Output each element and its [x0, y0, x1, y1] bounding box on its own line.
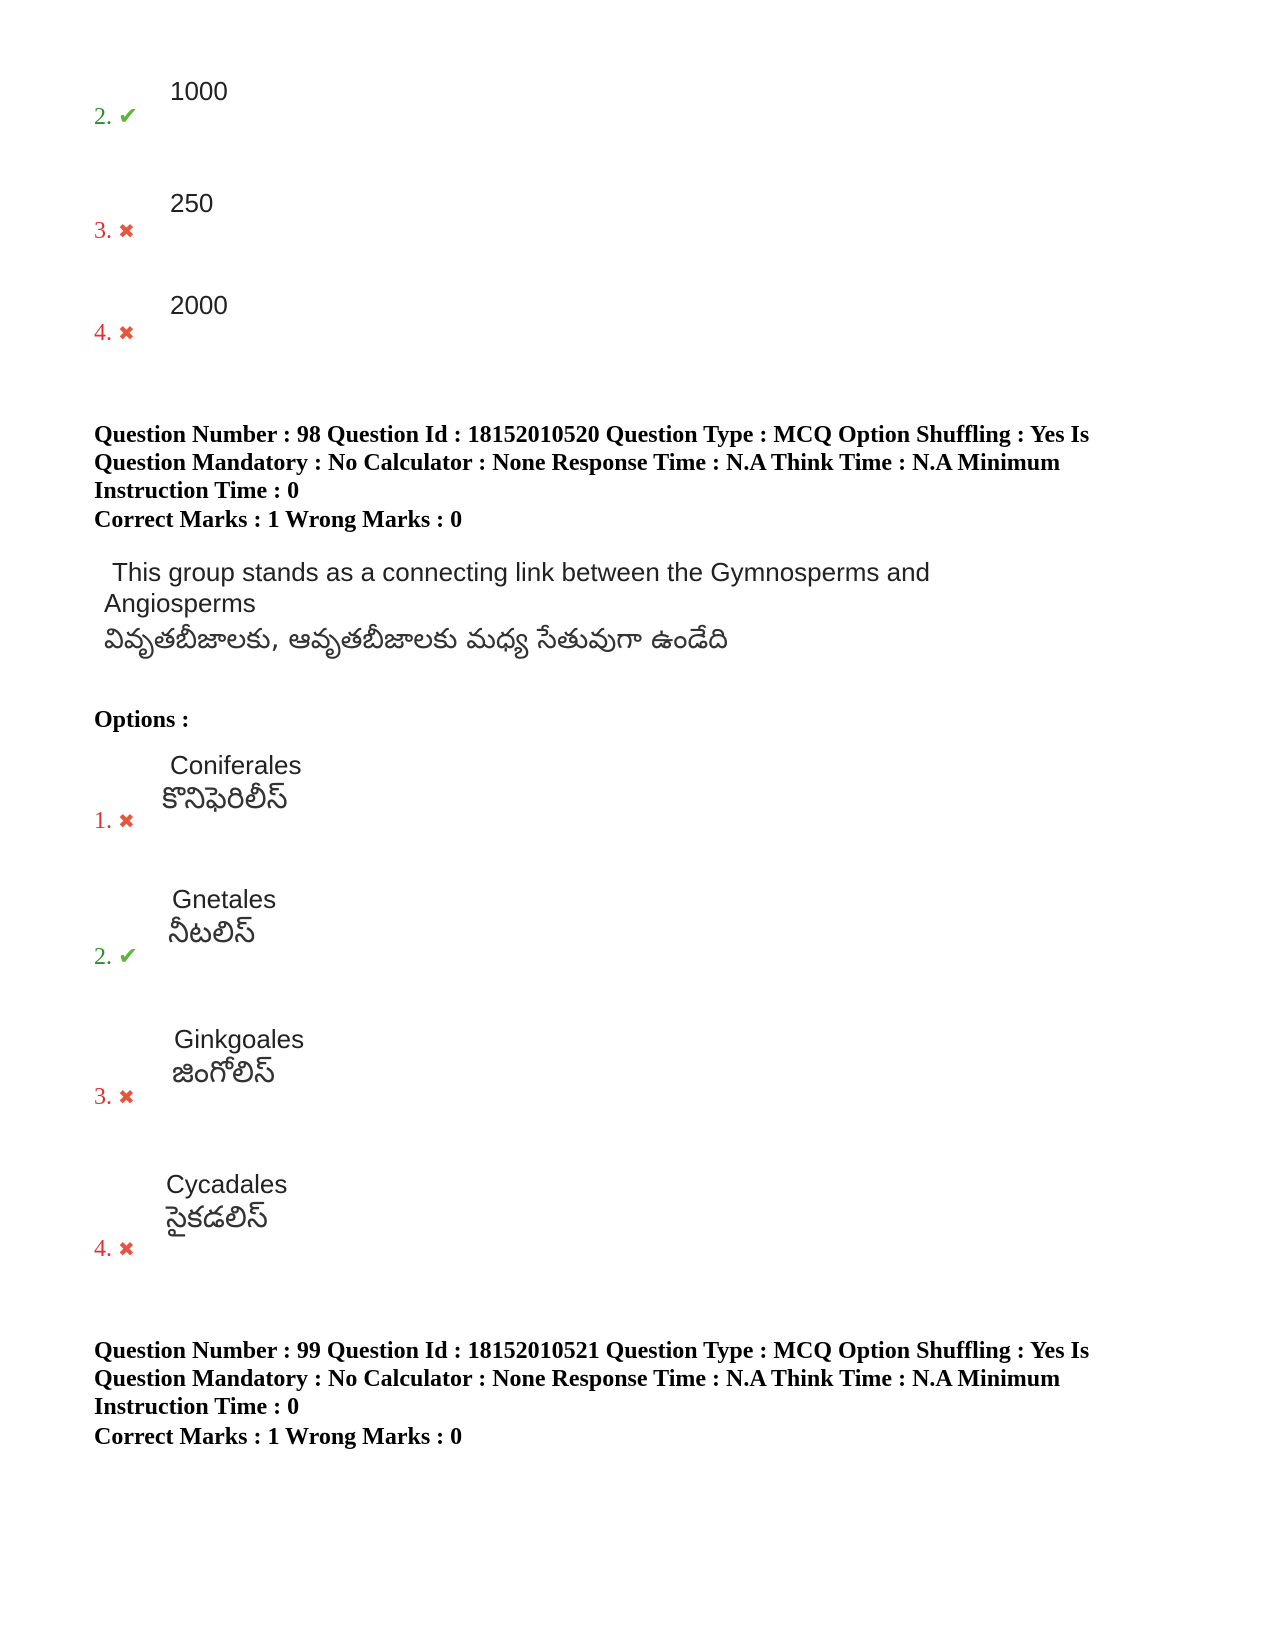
check-icon: ✔ [118, 104, 139, 130]
option-number: 4. [94, 1236, 112, 1262]
cross-icon: ✖ [118, 323, 135, 345]
option-2-label [94, 944, 138, 970]
cross-icon: ✖ [118, 1087, 135, 1109]
option-1-label [94, 808, 135, 835]
meta-line: Instruction Time : 0 [94, 478, 300, 504]
option-number: 4. [94, 320, 112, 346]
prev-option-2-label [94, 104, 138, 130]
option-3-label [94, 1084, 135, 1111]
cross-icon: ✖ [118, 221, 135, 243]
option-1-text-en: Coniferales [170, 750, 302, 780]
question-98-text-te: వివృతబీజాలకు, ఆవృతబీజాలకు మధ్య సేతువుగా ఉండేది [104, 622, 728, 655]
option-number: 3. [94, 218, 112, 244]
meta-line: Question Number : 98 Question Id : 18152010520 Question Type : MCQ Option Shuffling : Yes Is [94, 422, 1090, 448]
option-number: 2. [94, 944, 112, 970]
option-3-text-te: జింగోలిస్ [172, 1055, 276, 1090]
question-98-marks: Correct Marks : 1 Wrong Marks : 0 [94, 507, 463, 533]
option-3-text-en: Ginkgoales [174, 1024, 305, 1054]
option-2-text-te: నీటలిస్ [168, 915, 256, 950]
cross-icon: ✖ [118, 811, 135, 833]
option-2-text-en: Gnetales [172, 884, 277, 914]
option-1-text-te: కొనిఫెరిలీస్ [162, 781, 288, 816]
option-4-text-en: Cycadales [166, 1169, 288, 1199]
meta-line: Question Mandatory : No Calculator : None Response Time : N.A Think Time : N.A Minimum [94, 1366, 1061, 1392]
question-99-marks: Correct Marks : 1 Wrong Marks : 0 [94, 1424, 463, 1450]
question-98-text-en-line1: This group stands as a connecting link between the Gymnosperms and [112, 557, 931, 587]
option-number: 3. [94, 1084, 112, 1110]
meta-line: Instruction Time : 0 [94, 1394, 300, 1420]
prev-option-4-text: 2000 [170, 290, 228, 320]
meta-line: Question Mandatory : No Calculator : None Response Time : N.A Think Time : N.A Minimum [94, 450, 1061, 476]
meta-line: Question Number : 99 Question Id : 18152010521 Question Type : MCQ Option Shuffling : Yes Is [94, 1338, 1090, 1364]
prev-option-4-label [94, 320, 135, 347]
options-label: Options : [94, 707, 190, 733]
prev-option-3-text: 250 [170, 188, 214, 218]
option-number: 2. [94, 104, 112, 130]
question-98-meta [94, 421, 1194, 505]
prev-option-3-label [94, 218, 135, 245]
question-99-meta [94, 1337, 1194, 1421]
option-4-label [94, 1236, 135, 1263]
check-icon: ✔ [118, 944, 139, 970]
option-number: 1. [94, 808, 112, 834]
prev-option-2-text: 1000 [170, 76, 228, 106]
question-98-text-en-line2: Angiosperms [104, 588, 256, 618]
option-4-text-te: సైకడలిస్ [166, 1200, 268, 1235]
cross-icon: ✖ [118, 1239, 135, 1261]
